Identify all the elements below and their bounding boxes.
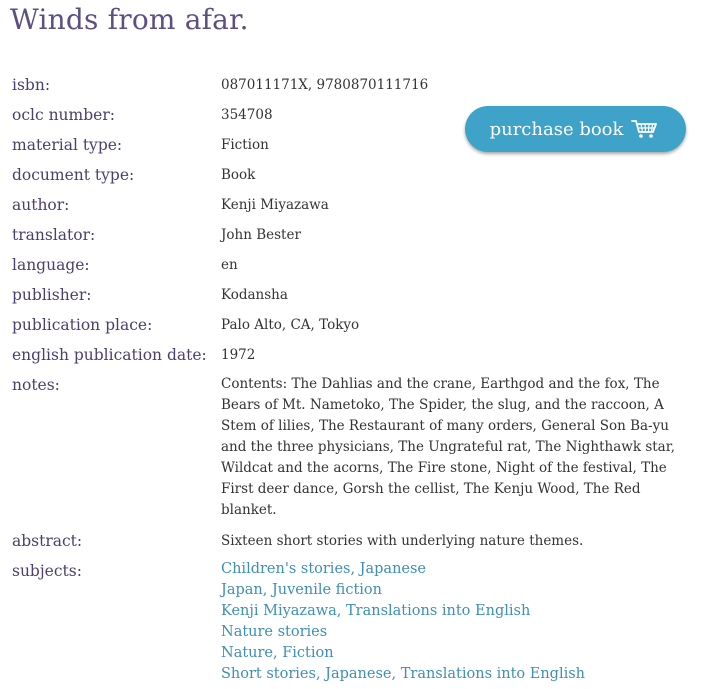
english-publication-date-label: english publication date: [12, 346, 207, 364]
subject-link[interactable]: Nature stories [221, 624, 328, 640]
detail-row-abstract [12, 526, 702, 556]
translator-label: translator: [12, 226, 96, 244]
detail-row-publisher [12, 280, 702, 310]
abstract-value: Sixteen short stories with underlying nature themes. [221, 533, 584, 549]
subject-link[interactable]: Children's stories, Japanese [221, 561, 427, 577]
detail-row-language [12, 250, 702, 280]
publication-place-value: Palo Alto, CA, Tokyo [221, 317, 360, 333]
notes-label: notes: [12, 376, 60, 394]
detail-row-oclc-number [12, 100, 702, 130]
english-publication-date-value: 1972 [221, 347, 256, 363]
notes-value: Contents: The Dahlias and the crane, Earthgod and the fox, The Bears of Mt. Nametoko, The Spider, the slug, and the raccoon, A Stem of lilies, The Restaurant of many orders, General Son Ba-yu and the three physicians, The Ungrateful rat, The Nighthawk star, Wildcat and the acorns, The Fire stone, Night of the festival, The First deer dance, Gorsh the cellist, The Kenju Wood, The Red blanket. [221, 376, 675, 518]
isbn-value: 087011171X, 9780870111716 [221, 77, 429, 93]
book-details [12, 70, 702, 685]
subject-link[interactable]: Kenji Miyazawa, Translations into English [221, 603, 531, 619]
detail-row-author [12, 190, 702, 220]
document-type-value: Book [221, 167, 256, 183]
translator-value: John Bester [221, 227, 301, 243]
author-value: Kenji Miyazawa [221, 197, 329, 213]
material-type-value: Fiction [221, 137, 269, 153]
subject-link[interactable]: Nature, Fiction [221, 645, 334, 661]
detail-row-translator [12, 220, 702, 250]
subject-link[interactable]: Japan, Juvenile fiction [221, 582, 382, 598]
publication-place-label: publication place: [12, 316, 153, 334]
page-title: Winds from afar. [10, 3, 249, 36]
oclc-number-value: 354708 [221, 107, 273, 123]
detail-row-subjects [12, 556, 702, 685]
material-type-label: material type: [12, 136, 123, 154]
subjects-label: subjects: [12, 562, 82, 580]
purchase-book-label: purchase book [489, 118, 624, 140]
publisher-value: Kodansha [221, 287, 288, 303]
oclc-number-label: oclc number: [12, 106, 115, 124]
detail-row-publication-place [12, 310, 702, 340]
language-value: en [221, 257, 238, 273]
publisher-label: publisher: [12, 286, 92, 304]
author-label: author: [12, 196, 70, 214]
detail-row-material-type [12, 130, 702, 160]
subjects-list [221, 556, 585, 685]
abstract-label: abstract: [12, 532, 83, 550]
language-label: language: [12, 256, 90, 274]
isbn-label: isbn: [12, 76, 51, 94]
detail-row-document-type [12, 160, 702, 190]
subject-link[interactable]: Short stories, Japanese, Translations into English [221, 666, 586, 682]
detail-row-isbn [12, 70, 702, 100]
document-type-label: document type: [12, 166, 135, 184]
detail-row-english-publication-date [12, 340, 702, 370]
detail-row-notes [12, 370, 702, 526]
